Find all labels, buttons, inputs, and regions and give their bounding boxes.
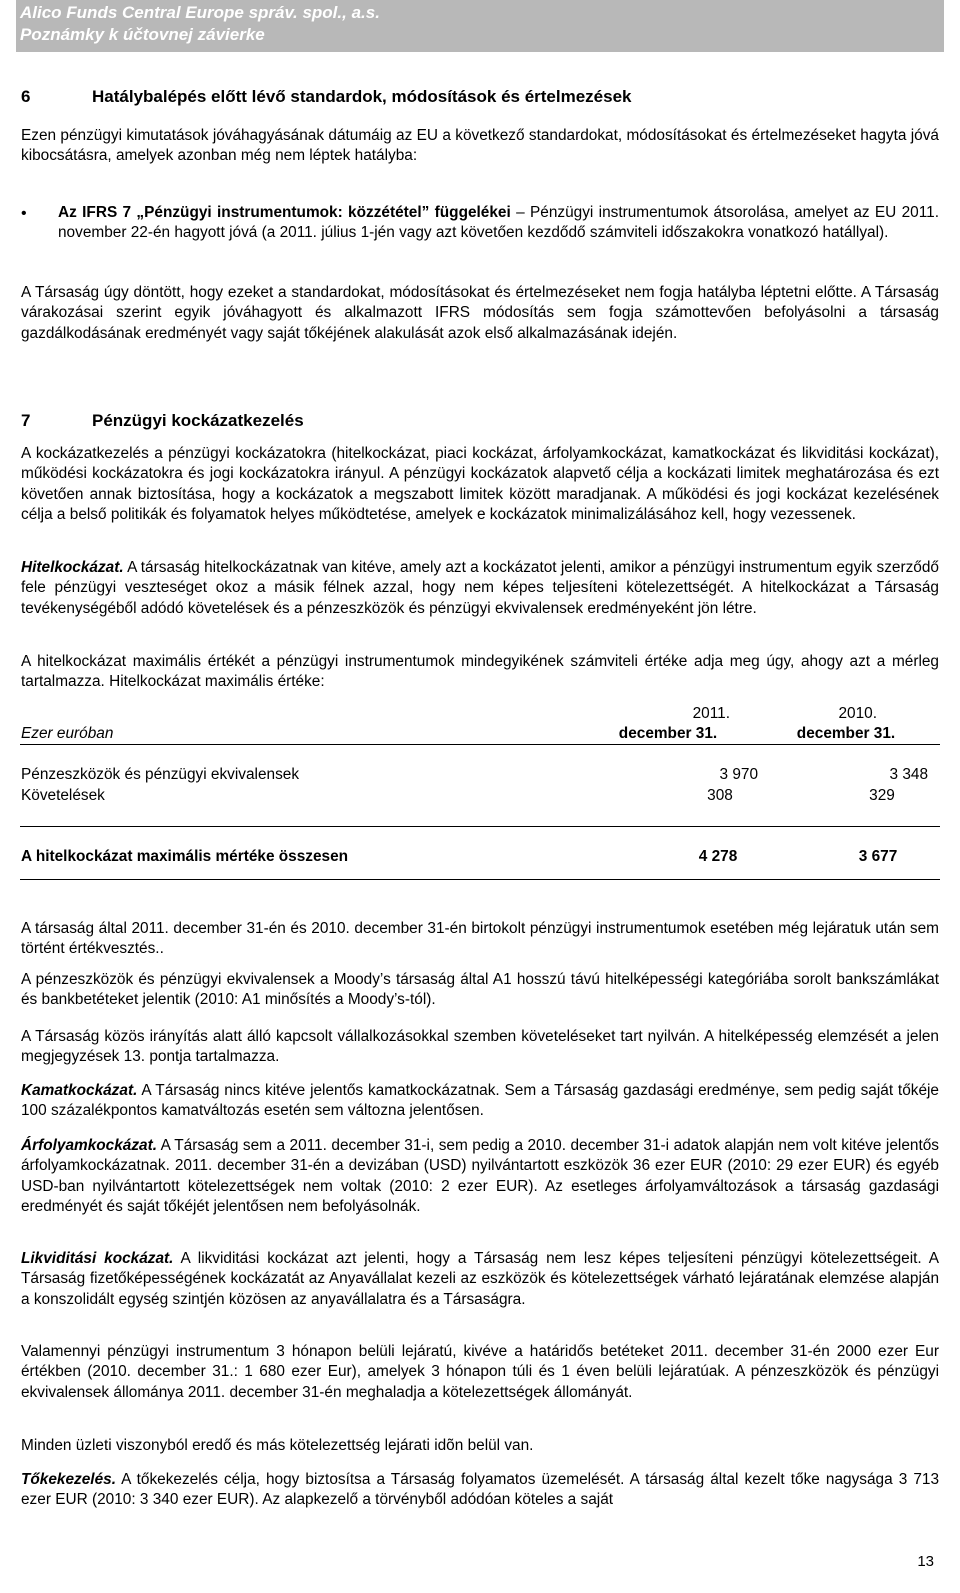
section-6-bullet [58,203,939,244]
fx-risk-label: Árfolyamkockázat. [21,1137,158,1154]
risk-management-para: A kockázatkezelés a pénzügyi kockázatokra (hitelkockázat, piaci kockázat, árfolyamkockázat, kamatkockázat és likviditási kockázat), működési kockázatokra és jogi kockázatokra irányul. A pénzügyi kockázatok alapvető célja a kockázati limitek meghatározása és ezt követően annak biztosítása, hogy a kockázatok a megszabott limitek között maradjanak. A működési és jogi kockázat kezelésének célja a belső politikák és folyamatok helyes működtetése, amelyek e kockázatok minimalizálásához kell, hogy vezessenek. [21,445,939,523]
bullet-bold-text: Az IFRS 7 „Pénzügyi instrumentumok: közzététel” függelékei [58,204,511,221]
liquidity-risk-text: A likviditási kockázat azt jelenti, hogy a Társaság nem lesz képes teljesíteni pénzügyi kötelezettségeit. A Társaság fizetőképességének kockázatát az Anyavállalat kezeli az eszközök és kötelezettségek várható lejáratának elemzése alapján a konszolidált egység szintjén közösen az anyavállalatra és a Társaságra. [21,1250,939,1308]
col-2011-year: 2011. [692,705,730,722]
company-name: Alico Funds Central Europe správ. spol., a.s. [20,3,380,22]
liquidity-risk-label: Likviditási kockázat. [21,1250,174,1267]
section-7-title: Pénzügyi kockázatkezelés [92,411,304,430]
credit-risk-text: A társaság hitelkockázatnak van kitéve, amely azt a kockázatot jelenti, amikor a pénzügyi instrumentum egyik szerződő fele pénzügyi veszteséget okoz a másik félnek azzal, hogy nem képes teljesíteni kötelezettségét. A hitelkockázat a Társaság tevékenységéből adódó követelések és a pénzeszközök és pénzügyi ekvivalensek eredményeként jön létre. [21,559,939,617]
interest-risk-label: Kamatkockázat. [21,1082,138,1099]
bullet-dot-icon: • [21,205,27,222]
credit-risk-label: Hitelkockázat. [21,559,124,576]
table-header-rule [20,744,940,745]
table-row-label: Pénzeszközök és pénzügyi ekvivalensek [21,766,300,783]
section-7-number: 7 [21,411,31,430]
impairment-para: A társaság által 2011. december 31-én és 2010. december 31-én birtokolt pénzügyi instrumentumok esetében még lejáratuk után sem történt értékvesztés.. [21,920,939,958]
page-number: 13 [917,1553,934,1570]
table-bottom-rule [20,879,940,880]
table-unit-label: Ezer euróban [21,725,114,742]
capital-management-text: A tőkekezelés célja, hogy biztosítsa a Társaság folyamatos üzemelését. A társaság által kezelt tőke nagysága 3 713 ezer EUR (2010: 3 340 ezer EUR). Az alapkezelő a törvényből adódóan köteles a saját [21,1471,939,1509]
table-total-label: A hitelkockázat maximális mértéke összesen [21,848,349,865]
table-row-label: Követelések [21,787,105,804]
document-subtitle: Poznámky k účtovnej závierke [20,25,265,44]
table-row-value-2010: 329 [869,787,895,804]
table-total-2010: 3 677 [858,848,898,865]
col-2011-date: december 31. [618,725,718,742]
col-2010-year: 2010. [838,705,877,722]
moodys-para: A pénzeszközök és pénzügyi ekvivalensek a Moody’s társaság által A1 hosszú távú hitelképességi kategóriába sorolt bankszámlákat és bankbetéteket jelentik (2010: A1 minősítés a Moody’s-tól). [21,971,939,1009]
capital-management-para [21,1470,939,1511]
obligations-para: Minden üzleti viszonyból eredő és más kötelezettség lejárati idõn belül van. [21,1437,534,1454]
table-total-top-rule [20,826,940,827]
interest-risk-para [21,1081,939,1122]
fx-risk-text: A Társaság sem a 2011. december 31-i, sem pedig a 2010. december 31-i adatok alapján nem volt kitéve jelentős árfolyamkockázatnak. 2011. december 31-én a devizában (USD) nyilvántartott eszközök 36 ezer EUR (2010: 29 ezer EUR) és egyéb USD-ban nyilvántartott kötelezettségek nem voltak (2010: 2 ezer EUR). Az esetleges árfolyamváltozások a társaság gazdasági eredményét és saját tőkéjét jelentősen nem befolyásolnák. [21,1137,939,1215]
section-6-title: Hatálybalépés előtt lévő standardok, módosítások és értelmezések [92,87,632,106]
table-total-2011: 4 278 [698,848,738,865]
max-credit-para: A hitelkockázat maximális értékét a pénzügyi instrumentumok mindegyikének számviteli értéke adja meg úgy, ahogy azt a mérleg tartalmazza. Hitelkockázat maximális értéke: [21,653,939,691]
capital-management-label: Tőkekezelés. [21,1471,116,1488]
interest-risk-text: A Társaság nincs kitéve jelentős kamatkockázatnak. Sem a Társaság gazdasági eredménye, sem pedig saját tőkéje 100 százalékpontos kamatváltozás esetén sem változna jelentősen. [21,1082,939,1120]
section-6-para2: A Társaság úgy döntött, hogy ezeket a standardokat, módosításokat és értelmezéseket nem fogja hatályba léptetni előtte. A Társaság várakozásai szerint egyik jóváhagyott és alkalmazott IFRS módosítás sem fogja számottevően befolyásolni a társaság gazdálkodásának eredményét vagy saját tőkéjének alakulását azok első alkalmazásának idején. [21,284,939,342]
section-6-number: 6 [21,87,31,106]
table-row-value-2011: 308 [707,787,733,804]
section-6-intro: Ezen pénzügyi kimutatások jóváhagyásának dátumáig az EU a következő standardokat, módosításokat és értelmezéseket hagyta jóvá kibocsátásra, amelyek azonban még nem léptek hatályba: [21,127,939,165]
fx-risk-para [21,1136,939,1217]
table-row-value-2011: 3 970 [719,766,758,783]
related-party-para: A Társaság közös irányítás alatt álló kapcsolt vállalkozásokkal szemben követeléseket tart nyilván. A hitelképesség elemzését a jelen megjegyzések 13. pontja tartalmazza. [21,1028,939,1066]
col-2010-date: december 31. [796,725,896,742]
liquidity-maturity-para: Valamennyi pénzügyi instrumentum 3 hónapon belüli lejáratú, kivéve a határidős betéteket 2011. december 31-én 2000 ezer Eur értékben (2010. december 31.: 1 680 ezer Eur), amelyek 3 hónapon túli és 1 éven belüli lejáratúak. A pénzeszközök és pénzügyi ekvivalensek állománya 2011. december 31-én meghaladja a kötelezettségek állományát. [21,1343,939,1401]
credit-risk-para [21,558,939,619]
bullet-text: – Pénzügyi instrumentumok átsorolása, amelyet az EU 2011. november 22-én hagyott jóvá (a 2011. július 1-jén vagy azt követően kezdődő számviteli időszakokra vonatkozó hatállyal). [58,204,939,242]
table-row-value-2010: 3 348 [889,766,928,783]
liquidity-risk-para [21,1249,939,1310]
